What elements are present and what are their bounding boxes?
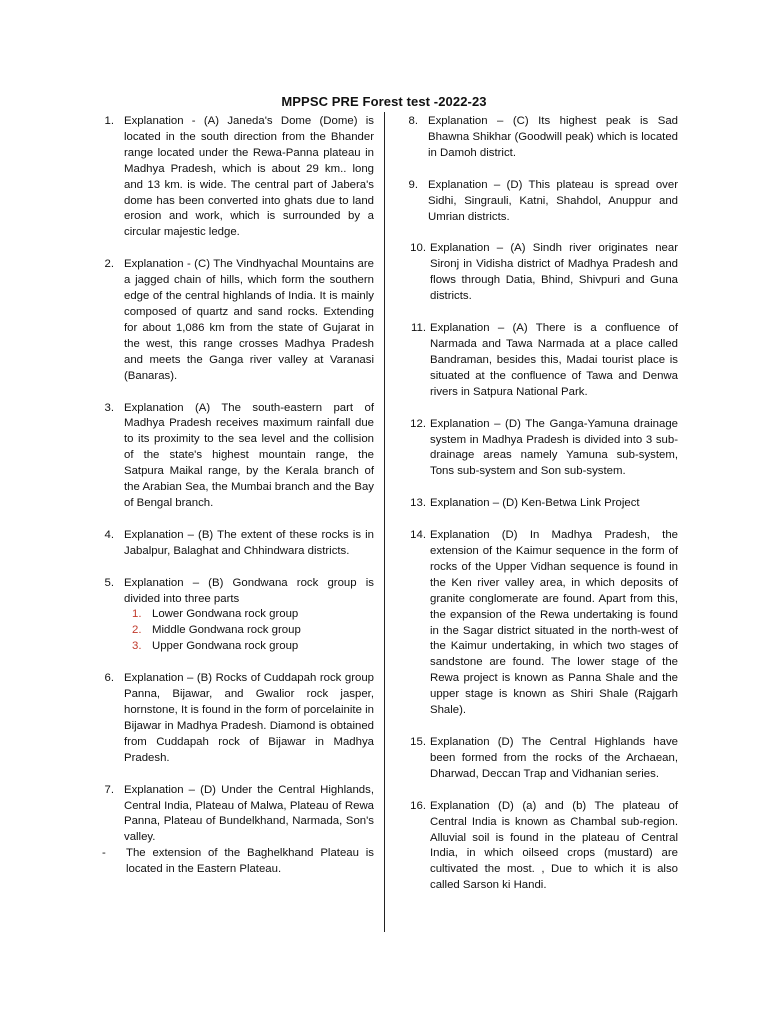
answer-item-6: [102, 671, 374, 766]
item-number: 11.: [411, 322, 426, 335]
sub-list: [124, 607, 374, 655]
item-text: Explanation – (B) Rocks of Cuddapah rock group Panna, Bijawar, and Gwalior rock jasper, hornstone, It is found in the form of porcelainite in Bijawar in Madhya Pradesh. Diamond is obtained from Cuddapah rock of Bijawar in Madhya Pradesh.: [124, 672, 374, 764]
right-column: [406, 114, 678, 910]
item-number: 4.: [104, 528, 114, 541]
item-number: 1.: [104, 115, 114, 127]
item-text: Explanation – (B) The extent of these rocks is in Jabalpur, Balaghat and Chhindwara districts.: [124, 528, 374, 557]
answer-item-13: [406, 496, 678, 512]
item-text: Explanation – (B) Gondwana rock group is divided into three parts: [124, 576, 374, 605]
answer-item-1: [102, 114, 374, 241]
answer-item-12: [406, 417, 678, 481]
answer-item-9: [406, 178, 678, 226]
answer-item-7-note: [102, 846, 374, 878]
answer-item-10: [406, 241, 678, 305]
column-divider: [384, 112, 385, 932]
answer-item-8: [406, 114, 678, 162]
item-number: 14.: [410, 529, 426, 542]
item-number: 6.: [104, 672, 114, 685]
item-text: Explanation (D) (a) and (b) The plateau of Central India is known as Chambal sub-region. Alluvial soil is found in the plateau of Central India, in which oilseed crops (mustard) are cultivated the most. , Due to which it is also called Sarson ki Handi.: [430, 799, 678, 892]
item-text: Explanation - (C) The Vindhyachal Mountains are a jagged chain of hills, which form the southern edge of the central highlands of India. It is mainly composed of quartz and sand rocks. Extending for about 1,086 km from the state of Gujarat in the west, this range crosses Madhya Pradesh and meets the Ganga river valley at Varanasi (Banaras).: [124, 258, 374, 382]
item-text: Explanation – (A) There is a confluence of Narmada and Tawa Narmada at a place called Bandraman, besides this, Madai tourist place is situated at the confluence of Tawa and Denwa rivers in Satpura National Park.: [430, 322, 678, 398]
answer-item-4: [102, 528, 374, 560]
item-text: The extension of the Baghelkhand Plateau is located in the Eastern Plateau.: [126, 847, 374, 876]
left-column: [102, 114, 374, 878]
answer-item-15: [406, 735, 678, 783]
sub-list-item: [124, 607, 374, 623]
answer-item-5: [102, 576, 374, 656]
sub-item-number: 3.: [132, 640, 142, 653]
item-text: Explanation - (A) Janeda's Dome (Dome) is located in the south direction from the Bhander range located under the Rewa-Panna plateau in Madhya Pradesh, which is about 29 km.. long and 13 km. is wide. The central part of Jabera's dome has been converted into ghats due to land erosion and work, which is surrounded by a circular majestic ledge.: [124, 115, 374, 239]
sub-item-number: 1.: [132, 608, 142, 621]
item-text: Explanation (D) The Central Highlands have been formed from the rocks of the Archaean, Dharwad, Deccan Trap and Vidhanian series.: [430, 736, 678, 780]
sub-list-item: [124, 639, 374, 655]
item-text: Explanation (D) In Madhya Pradesh, the extension of the Kaimur sequence in the form of rocks of the Upper Vidhan sequence is found in the Ken river valley area, in which deposits of granite conglomerate are found. Apart from this, the expansion of the Rewa undertaking is found in the Sagar district situated in the north-west of the Kaimur undertaking, in which two stages of sandstone are found. The lower stage of the Rewa project is known as Panna Shale and the upper stage is known as Shiri Shale (Rajgarh Shale).: [430, 529, 678, 717]
sub-item-text: Middle Gondwana rock group: [152, 624, 301, 637]
item-number: 3.: [104, 401, 114, 414]
sub-item-text: Upper Gondwana rock group: [152, 640, 299, 653]
item-text: Explanation – (D) The Ganga-Yamuna drainage system in Madhya Pradesh is divided into 3 sub-drainage areas namely Yamuna sub-system, Tons sub-system and Son sub-system.: [430, 417, 678, 478]
answer-item-2: [102, 257, 374, 384]
item-number: 2.: [104, 258, 114, 271]
sub-list-item: [124, 623, 374, 639]
item-number: 12.: [410, 417, 426, 430]
item-text: Explanation – (D) Under the Central Highlands, Central India, Plateau of Malwa, Plateau of Rewa Panna, Plateau of Bundelkhand, Narmada, Son's valley.: [124, 783, 374, 844]
item-number: 5.: [104, 576, 114, 589]
answer-item-14: [406, 528, 678, 719]
answer-item-16: [406, 799, 678, 894]
dash-bullet: -: [102, 847, 106, 860]
item-text: Explanation – (A) Sindh river originates near Sironj in Vidisha district of Madhya Pradesh and flows through Datia, Bhind, Shivpuri and Guna districts.: [430, 242, 678, 303]
item-text: Explanation – (D) Ken-Betwa Link Project: [430, 497, 640, 510]
answer-item-7: [102, 783, 374, 847]
item-number: 15.: [410, 736, 426, 748]
sub-item-text: Lower Gondwana rock group: [152, 608, 299, 621]
sub-item-number: 2.: [132, 624, 142, 637]
item-number: 16.: [410, 799, 426, 812]
item-number: 8.: [408, 115, 418, 127]
item-text: Explanation (A) The south-eastern part of Madhya Pradesh receives maximum rainfall due to its proximity to the sea level and the collision of the state's highest mountain range, the Satpura Maikal range, by the Kerala branch of the Arabian Sea, the Mumbai branch and the Bay of Bengal branch.: [124, 401, 374, 509]
page-title: MPPSC PRE Forest test -2022-23: [281, 94, 487, 109]
item-number: 9.: [408, 178, 418, 191]
item-number: 13.: [410, 497, 426, 510]
item-number: 7.: [104, 783, 114, 796]
item-number: 10.: [410, 242, 426, 255]
item-text: Explanation – (C) Its highest peak is Sad Bhawna Shikhar (Goodwill peak) which is located in Damoh district.: [428, 115, 678, 159]
item-text: Explanation – (D) This plateau is spread over Sidhi, Singrauli, Katni, Shahdol, Anuppur and Umrian districts.: [428, 178, 678, 223]
answer-item-11: [406, 321, 678, 401]
answer-item-3: [102, 401, 374, 512]
